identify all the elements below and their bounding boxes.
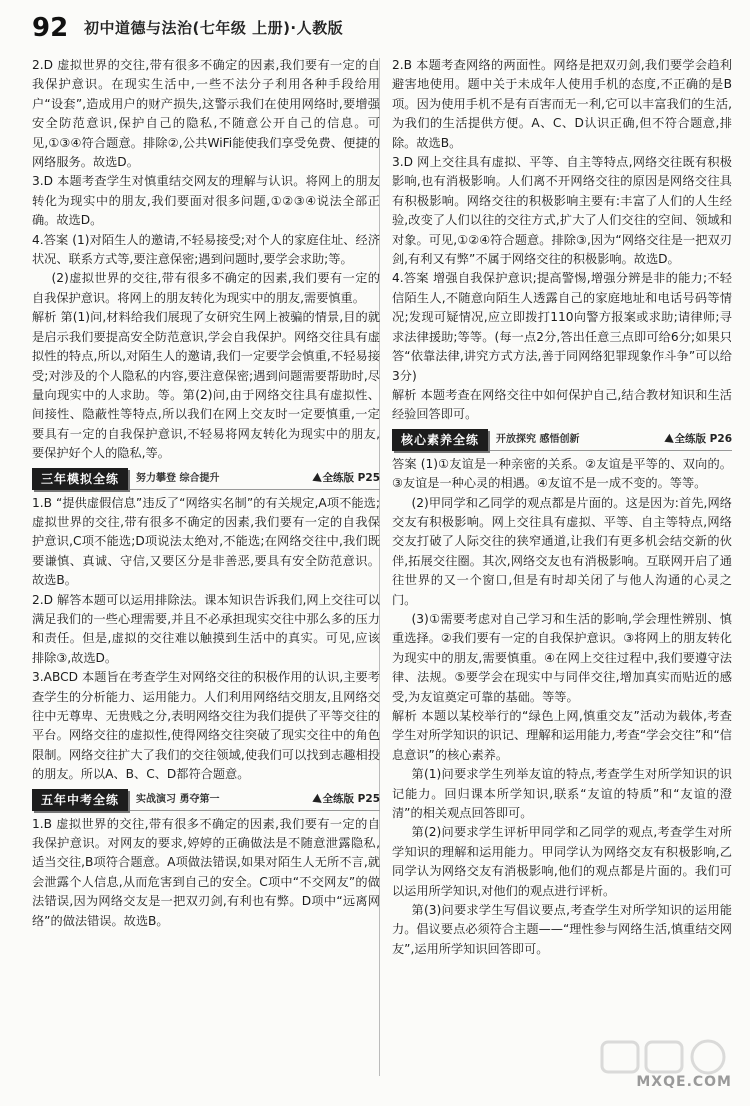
answer-2d: 2.D 虚拟世界的交往,带有很多不确定的因素,我们要有一定的自我保护意识。在现实生活中,一些不法分子利用各种手段给用户“设套”,造成用户的财产损失,这警示我们在使用网络时,要增强安全防范意识,保护自己的隐私,不随意公开自己的信息。可见,①③④符合题意。排除②,公共WiFi能使我们享受免费、便捷的网络服务。故选D。 — [32, 58, 380, 170]
banner-label: 三年模拟全练 — [32, 468, 128, 490]
core-answer-2: (2)甲同学和乙同学的观点都是片面的。这是因为:首先,网络交友有积极影响。网上交往具有虚拟、平等、自主等特点,网络交友打破了人际交往的狭窄通道,让我们有更多机会结交新的伙伴,拓展交往圈。其次,网络交友也有消极影响。互联网开启了通往世界的又一个窗口,但是有时却关闭了与他人沟通的心灵之门。 — [392, 495, 732, 607]
banner-slogan: 努力攀登 综合提升 — [136, 472, 220, 484]
banner-label: 五年中考全练 — [32, 789, 128, 811]
section-banner-three-year — [32, 469, 380, 490]
pointer-icon — [662, 433, 673, 445]
analysis-4-r: 解析 本题考查在网络交往中如何保护自己,结合教材知识和生活经验回答即可。 — [392, 387, 732, 422]
pointer-icon — [310, 793, 321, 805]
answer-1b-exam: 1.B 虚拟世界的交往,带有很多不确定的因素,我们要有一定的自我保护意识。对网友的要求,婷婷的正确做法是不随意泄露隐私,适当交往,B项符合题意。A项做法错误,如果对陌生人无所不言,就会泄露个人信息,从而危害到自己的安全。C项中“不交网友”的做法错误,因为网络交友是一把双刃剑,有利也有弊。D项中“远离网络”的做法错误。故选B。 — [32, 816, 380, 928]
answer-2b: 2.B 本题考查网络的两面性。网络是把双刃剑,我们要学会趋利避害地使用。题中关于未成年人使用手机的态度,不正确的是B项。因为使用手机不是有百害而无一利,它可以丰富我们的生活,为我们的生活提供方便。A、C、D认识正确,但不符合题意,排除。故选B。 — [392, 58, 732, 150]
core-analysis-q3: 第(3)问要求学生写倡议要点,考查学生对所学知识的运用能力。倡议要点必须符合主题——“理性参与网络生活,慎重结交网友”,运用所学知识回答即可。 — [392, 903, 732, 956]
core-analysis: 解析 本题以某校举行的“绿色上网,慎重交友”活动为载体,考查学生对所学知识的识记、理解和运用能力,考查“学会交往”和“信息意识”的核心素养。 — [392, 709, 732, 762]
answer-3abcd: 3.ABCD 本题旨在考查学生对网络交往的积极作用的认识,主要考查学生的分析能力、运用能力。人们利用网络结交朋友,且网络交往中无尊卑、无贵贱之分,表明网络交往为我们提供了平等交往的平台。网络交往的虚拟性,使得网络交往突破了现实交往中的角色限制。网络交往扩大了我们的交往领域,使我们可以找到志趣相投的朋友。所以A、B、C、D都符合题意。 — [32, 670, 380, 782]
core-analysis-q2: 第(2)问要求学生评析甲同学和乙同学的观点,考查学生对所学知识的理解和运用能力。甲同学认为网络交友有积极影响,乙同学认为网络交友有消极影响,他们的观点都是片面的。我们可以运用所学知识,对他们的观点进行评析。 — [392, 825, 732, 898]
core-analysis-q1: 第(1)问要求学生列举友谊的特点,考查学生对所学知识的识记能力。回归课本所学知识,联系“友谊的特质”和“友谊的澄清”的相关观点回答即可。 — [392, 767, 732, 821]
analysis-4: 解析 第(1)问,材料给我们展现了女研究生网上被骗的情景,目的就是启示我们要提高安全防范意识,学会自我保护。网络交往具有虚拟性的特点,所以,对陌生人的邀请,我们一定要学会慎重,不轻易接受;对涉及的个人隐私的内容,要注意保密;遇到问题需要帮助时,尽量向现实中的人求助。等。第(2)问,由于网络交往具有虚拟性、间接性、隐蔽性等特点,所以我们在网上交友时一定要慎重,一定要具有一定的自我保护意识,不轻易将网友转化为现实中的朋友,要保护好个人的隐私,等。 — [32, 310, 380, 461]
banner-slogan: 实战演习 勇夺第一 — [136, 793, 220, 805]
answer-1b: 1.B “提供虚假信息”违反了“网络实名制”的有关规定,A项不能选;虚拟世界的交往,带有很多不确定的因素,我们要有一定的自我保护意识,C项不能选;D项说法太绝对,不能选;在网络交往中,我们既要谦慎、真诚、守信,又要区分是非善恶,要具有安全防范意识。故选B。 — [32, 495, 380, 588]
page-header — [28, 10, 728, 50]
answer-3d-r: 3.D 网上交往具有虚拟、平等、自主等特点,网络交往既有积极影响,也有消极影响。人们离不开网络交往的原因是网络交往具有积极影响。网络交往的积极影响主要有:丰富了人们的人生经验,改变了人们以往的交往方式,扩大了人们交往的空间、领域和对象。可见,①②④符合题意。排除③,因为“网络交往是一把双刃剑,有利又有弊”不属于网络交往的积极影响。故选D。 — [392, 155, 732, 267]
left-column — [32, 56, 380, 931]
banner-label: 核心素养全练 — [392, 429, 488, 451]
book-title: 初中道德与法治(七年级 上册)·人教版 — [84, 19, 344, 37]
banner-ref-text: 全练版 P26 — [674, 433, 732, 446]
core-answer-1: 答案 (1)①友谊是一种亲密的关系。②友谊是平等的、双向的。③友谊是一种心灵的相遇。④友谊不是一成不变的。等等。 — [392, 456, 732, 491]
answer-4: 4.答案 (1)对陌生人的邀请,不轻易接受;对个人的家庭住址、经济状况、联系方式等,要注意保密;遇到问题时,要学会求助;等。 — [32, 232, 380, 267]
banner-ref — [664, 430, 732, 449]
banner-ref-text: 全练版 P25 — [322, 471, 380, 484]
section-banner-core — [392, 430, 732, 451]
answer-4-r: 4.答案 增强自我保护意识;提高警惕,增强分辨是非的能力;不轻信陌生人,不随意向陌生人透露自己的家庭地址和电话号码等情况;发现可疑情况,应立即拨打110向警方报案或求助;请律师;寻求法律援助;等等。(每一点2分,答出任意三点即可给6分;如果只答“依靠法律,讲究方式方法,善于同网络犯罪现象作斗争”可以给3分) — [392, 271, 732, 383]
banner-ref-text: 全练版 P25 — [322, 792, 380, 805]
answer-3d: 3.D 本题考查学生对慎重结交网友的理解与认识。将网上的朋友转化为现实中的朋友,我们要面对很多问题,①②③④说法全部正确。故选D。 — [32, 174, 380, 228]
answer-2d-b: 2.D 解答本题可以运用排除法。课本知识告诉我们,网上交往可以满足我们的一些心理需要,并且不必承担现实交往中那么多的压力和责任。但是,虚拟的交往难以触摸到生活中的真实。可见,应该排除③,故选D。 — [32, 592, 380, 665]
banner-slogan: 开放探究 感悟创新 — [496, 434, 580, 446]
banner-ref — [312, 469, 380, 488]
watermark-text: MXQE.COM — [636, 1073, 732, 1090]
core-answer-3: (3)①需要考虑对自己学习和生活的影响,学会理性辨别、慎重选择。②我们要有一定的自我保护意识。③将网上的朋友转化为现实中的朋友,需要慎重。④在网上交往过程中,我们要遵守法律、法规。⑤要学会在现实中与同伴交往,增加真实而贴近的感受,为友谊奠定可靠的基础。等等。 — [392, 611, 732, 704]
page-number: 92 — [32, 13, 69, 43]
answer-4-part2: (2)虚拟世界的交往,带有很多不确定的因素,我们要有一定的自我保护意识。将网上的朋友转化为现实中的朋友,需要慎重。 — [32, 271, 380, 305]
section-banner-five-year — [32, 790, 380, 811]
banner-ref — [312, 790, 380, 809]
pointer-icon — [310, 472, 321, 484]
right-column — [392, 56, 732, 959]
